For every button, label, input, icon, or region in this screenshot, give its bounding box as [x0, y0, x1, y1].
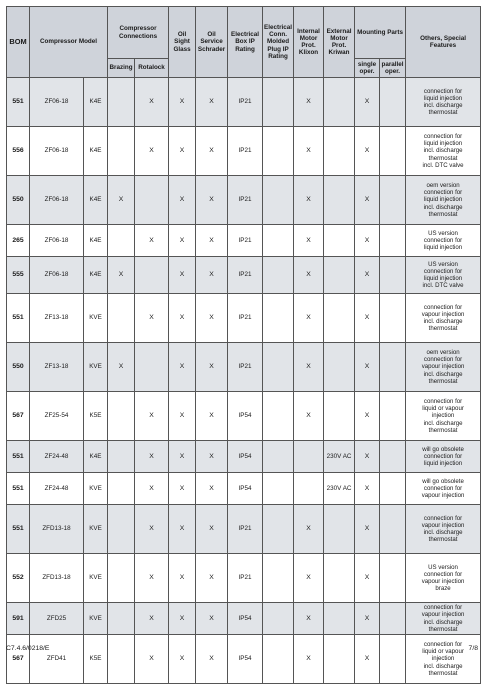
oil-schrader-cell: X	[196, 127, 228, 176]
feature-line: thermostat	[428, 669, 458, 677]
plug-ip-cell	[263, 635, 294, 684]
oil-sight-glass-cell: X	[169, 176, 196, 225]
rotalock-cell: X	[135, 392, 169, 441]
rotalock-cell: X	[135, 473, 169, 505]
electrical-box-ip-cell: IP21	[228, 78, 263, 127]
oil-sight-glass-cell: X	[169, 603, 196, 635]
feature-line: incl. discharge	[423, 529, 463, 536]
brazing-cell	[108, 603, 135, 635]
internal-prot-cell: X	[294, 603, 324, 635]
parallel-oper-cell	[380, 603, 406, 635]
model-cell: ZFD25	[30, 603, 84, 635]
header-compressor-connections: Compressor Connections	[108, 7, 169, 59]
rotalock-cell: X	[135, 225, 169, 257]
bom-cell: 567	[7, 392, 30, 441]
plug-ip-cell	[263, 392, 294, 441]
oil-sight-glass-cell: X	[169, 294, 196, 343]
bom-cell: 550	[7, 343, 30, 392]
oil-sight-glass-cell: X	[169, 554, 196, 603]
header-rotalock: Rotalock	[135, 59, 169, 78]
bom-cell: 591	[7, 603, 30, 635]
plug-ip-cell	[263, 554, 294, 603]
external-prot-cell	[324, 392, 355, 441]
model-code-cell: K5E	[84, 392, 108, 441]
model-code-cell: K4E	[84, 78, 108, 127]
oil-schrader-cell: X	[196, 78, 228, 127]
feature-line: incl. DTC valve	[422, 282, 464, 290]
feature-line: liquid injection	[423, 196, 463, 204]
external-prot-cell	[324, 554, 355, 603]
oil-sight-glass-cell: X	[169, 473, 196, 505]
feature-line: incl. discharge	[423, 370, 463, 378]
internal-prot-cell	[294, 441, 324, 473]
plug-ip-cell	[263, 603, 294, 635]
internal-prot-cell: X	[294, 257, 324, 294]
feature-line: thermostat	[428, 625, 458, 633]
oil-schrader-cell: X	[196, 176, 228, 225]
bom-cell: 551	[7, 505, 30, 554]
table-row	[7, 225, 481, 257]
table-row	[7, 176, 481, 225]
brazing-cell: X	[108, 343, 135, 392]
external-prot-cell	[324, 603, 355, 635]
electrical-box-ip-cell: IP54	[228, 441, 263, 473]
electrical-box-ip-cell: IP54	[228, 473, 263, 505]
parallel-oper-cell	[380, 78, 406, 127]
feature-line: thermostat	[428, 426, 458, 434]
bom-cell: 551	[7, 473, 30, 505]
model-cell: ZF06-18	[30, 127, 84, 176]
rotalock-cell	[135, 257, 169, 294]
external-prot-cell	[324, 635, 355, 684]
oil-schrader-cell: X	[196, 225, 228, 257]
table-row	[7, 257, 481, 294]
header-oil-sight-glass: Oil Sight Glass	[169, 7, 196, 78]
features-cell	[406, 176, 481, 225]
plug-ip-cell	[263, 78, 294, 127]
features-cell	[406, 603, 481, 635]
feature-line: incl. discharge	[423, 102, 463, 109]
feature-line: braze	[435, 585, 451, 593]
brazing-cell: X	[108, 176, 135, 225]
single-oper-cell: X	[355, 473, 380, 505]
external-prot-cell	[324, 176, 355, 225]
feature-line: thermostat	[428, 325, 458, 333]
plug-ip-cell	[263, 294, 294, 343]
brazing-cell	[108, 294, 135, 343]
feature-line: connection for	[423, 267, 463, 275]
brazing-cell	[108, 554, 135, 603]
bom-spec-table	[6, 6, 481, 684]
internal-prot-cell	[294, 473, 324, 505]
plug-ip-cell	[263, 257, 294, 294]
feature-line: US version	[428, 260, 458, 268]
model-code-cell: KVE	[84, 294, 108, 343]
brazing-cell: X	[108, 257, 135, 294]
table-row	[7, 294, 481, 343]
external-prot-cell: 230V AC	[324, 441, 355, 473]
internal-prot-cell: X	[294, 176, 324, 225]
bom-cell: 556	[7, 127, 30, 176]
internal-prot-cell: X	[294, 635, 324, 684]
feature-line: liquid injection	[423, 140, 463, 148]
internal-prot-cell: X	[294, 78, 324, 127]
parallel-oper-cell	[380, 294, 406, 343]
oil-sight-glass-cell: X	[169, 225, 196, 257]
external-prot-cell: 230V AC	[324, 473, 355, 505]
model-cell: ZF06-18	[30, 225, 84, 257]
brazing-cell	[108, 225, 135, 257]
rotalock-cell: X	[135, 78, 169, 127]
bom-cell: 567	[7, 635, 30, 684]
feature-line: liquid or vapour	[422, 405, 464, 413]
oil-sight-glass-cell: X	[169, 78, 196, 127]
electrical-box-ip-cell: IP21	[228, 176, 263, 225]
feature-line: connection for	[423, 640, 463, 648]
model-code-cell: K5E	[84, 635, 108, 684]
parallel-oper-cell	[380, 225, 406, 257]
plug-ip-cell	[263, 473, 294, 505]
model-code-cell: KVE	[84, 554, 108, 603]
feature-line: liquid injection	[423, 460, 463, 468]
feature-line: thermostat	[428, 154, 458, 162]
features-cell	[406, 294, 481, 343]
oil-sight-glass-cell: X	[169, 127, 196, 176]
external-prot-cell	[324, 294, 355, 343]
internal-prot-cell: X	[294, 225, 324, 257]
electrical-box-ip-cell: IP21	[228, 257, 263, 294]
feature-line: vapour injection	[421, 492, 465, 500]
oil-schrader-cell: X	[196, 257, 228, 294]
header-parallel-oper: parallel oper.	[380, 59, 406, 78]
model-cell: ZFD13-18	[30, 505, 84, 554]
model-cell: ZF13-18	[30, 343, 84, 392]
feature-line: oem version	[426, 348, 460, 356]
feature-line: vapour injection	[421, 611, 465, 619]
brazing-cell	[108, 127, 135, 176]
bom-cell: 555	[7, 257, 30, 294]
oil-schrader-cell: X	[196, 635, 228, 684]
feature-line: connection for	[423, 514, 463, 522]
bom-cell: 551	[7, 78, 30, 127]
model-cell: ZF06-18	[30, 176, 84, 225]
features-cell	[406, 225, 481, 257]
feature-line: vapour injection	[421, 578, 465, 585]
bom-cell: 551	[7, 294, 30, 343]
rotalock-cell: X	[135, 441, 169, 473]
bom-cell: 551	[7, 441, 30, 473]
bom-cell: 265	[7, 225, 30, 257]
page-number: 7/8	[468, 645, 478, 652]
bom-cell: 550	[7, 176, 30, 225]
feature-line: liquid injection	[423, 244, 463, 252]
brazing-cell	[108, 505, 135, 554]
feature-line: connection for	[423, 484, 463, 492]
oil-sight-glass-cell: X	[169, 505, 196, 554]
internal-prot-cell: X	[294, 294, 324, 343]
parallel-oper-cell	[380, 176, 406, 225]
single-oper-cell: X	[355, 78, 380, 127]
feature-line: incl. discharge	[423, 662, 463, 670]
single-oper-cell: X	[355, 635, 380, 684]
rotalock-cell: X	[135, 554, 169, 603]
electrical-box-ip-cell: IP54	[228, 392, 263, 441]
header-internal-motor-prot: Internal Motor Prot. Klixon	[294, 7, 324, 78]
table-row	[7, 78, 481, 127]
features-cell	[406, 554, 481, 603]
internal-prot-cell: X	[294, 554, 324, 603]
table-row	[7, 343, 481, 392]
model-code-cell: K4E	[84, 441, 108, 473]
header-electrical-conn-plug: Electrical Conn. Molded Plug IP Rating	[263, 7, 294, 78]
feature-line: thermostat	[428, 109, 458, 117]
features-cell	[406, 635, 481, 684]
table-row	[7, 554, 481, 603]
model-cell: ZF06-18	[30, 257, 84, 294]
plug-ip-cell	[263, 127, 294, 176]
plug-ip-cell	[263, 505, 294, 554]
single-oper-cell: X	[355, 392, 380, 441]
header-bom: BOM	[7, 7, 30, 78]
model-code-cell: KVE	[84, 603, 108, 635]
header-compressor-model: Compressor Model	[30, 7, 108, 78]
external-prot-cell	[324, 225, 355, 257]
brazing-cell	[108, 635, 135, 684]
internal-prot-cell: X	[294, 392, 324, 441]
rotalock-cell: X	[135, 294, 169, 343]
model-cell: ZF25-54	[30, 392, 84, 441]
feature-line: connection for	[423, 236, 463, 244]
single-oper-cell: X	[355, 343, 380, 392]
feature-line: incl. discharge	[423, 147, 463, 155]
oil-sight-glass-cell: X	[169, 392, 196, 441]
feature-line: thermostat	[428, 377, 458, 385]
external-prot-cell	[324, 127, 355, 176]
feature-line: connection for	[423, 189, 463, 197]
feature-line: connection for	[423, 303, 463, 311]
features-cell	[406, 473, 481, 505]
parallel-oper-cell	[380, 635, 406, 684]
rotalock-cell: X	[135, 505, 169, 554]
header-single-oper: single oper.	[355, 59, 380, 78]
table-header	[7, 7, 481, 78]
feature-line: will go obsolete	[422, 445, 464, 453]
table-row	[7, 635, 481, 684]
rotalock-cell	[135, 176, 169, 225]
feature-line: injection	[431, 412, 455, 420]
single-oper-cell: X	[355, 603, 380, 635]
features-cell	[406, 441, 481, 473]
external-prot-cell	[324, 343, 355, 392]
feature-line: connection for	[423, 604, 463, 612]
feature-line: US version	[428, 229, 458, 237]
oil-schrader-cell: X	[196, 392, 228, 441]
feature-line: vapour injection	[421, 310, 465, 318]
single-oper-cell: X	[355, 176, 380, 225]
model-cell: ZF24-48	[30, 441, 84, 473]
model-code-cell: K4E	[84, 127, 108, 176]
model-cell: ZF24-48	[30, 473, 84, 505]
feature-line: connection for	[423, 570, 463, 578]
oil-sight-glass-cell: X	[169, 257, 196, 294]
feature-line: injection	[431, 655, 455, 663]
feature-line: connection for	[423, 87, 463, 95]
features-cell	[406, 505, 481, 554]
feature-line: thermostat	[428, 210, 458, 218]
table-row	[7, 603, 481, 635]
model-cell: ZFD41	[30, 635, 84, 684]
feature-line: vapour injection	[421, 363, 465, 371]
features-cell	[406, 257, 481, 294]
feature-line: liquid or vapour	[422, 648, 464, 656]
external-prot-cell	[324, 257, 355, 294]
brazing-cell	[108, 441, 135, 473]
parallel-oper-cell	[380, 554, 406, 603]
single-oper-cell: X	[355, 505, 380, 554]
parallel-oper-cell	[380, 441, 406, 473]
plug-ip-cell	[263, 176, 294, 225]
features-cell	[406, 392, 481, 441]
table-row	[7, 473, 481, 505]
model-code-cell: K4E	[84, 176, 108, 225]
oil-schrader-cell: X	[196, 505, 228, 554]
electrical-box-ip-cell: IP21	[228, 225, 263, 257]
rotalock-cell: X	[135, 603, 169, 635]
internal-prot-cell: X	[294, 505, 324, 554]
feature-line: connection for	[423, 132, 463, 140]
features-cell	[406, 78, 481, 127]
oil-schrader-cell: X	[196, 441, 228, 473]
external-prot-cell	[324, 505, 355, 554]
table-row	[7, 127, 481, 176]
internal-prot-cell: X	[294, 127, 324, 176]
oil-schrader-cell: X	[196, 554, 228, 603]
single-oper-cell: X	[355, 257, 380, 294]
header-electrical-box-ip: Electrical Box IP Rating	[228, 7, 263, 78]
oil-sight-glass-cell: X	[169, 343, 196, 392]
parallel-oper-cell	[380, 505, 406, 554]
rotalock-cell: X	[135, 127, 169, 176]
electrical-box-ip-cell: IP21	[228, 554, 263, 603]
table-row	[7, 505, 481, 554]
plug-ip-cell	[263, 225, 294, 257]
header-brazing: Brazing	[108, 59, 135, 78]
model-code-cell: K4E	[84, 225, 108, 257]
oil-schrader-cell: X	[196, 603, 228, 635]
header-oil-service-schrader: Oil Service Schrader	[196, 7, 228, 78]
electrical-box-ip-cell: IP21	[228, 343, 263, 392]
table-row	[7, 392, 481, 441]
parallel-oper-cell	[380, 127, 406, 176]
feature-line: incl. discharge	[423, 419, 463, 427]
oil-schrader-cell: X	[196, 473, 228, 505]
parallel-oper-cell	[380, 392, 406, 441]
feature-line: incl. discharge	[423, 318, 463, 325]
single-oper-cell: X	[355, 441, 380, 473]
electrical-box-ip-cell: IP21	[228, 505, 263, 554]
plug-ip-cell	[263, 441, 294, 473]
oil-schrader-cell: X	[196, 294, 228, 343]
single-oper-cell: X	[355, 225, 380, 257]
parallel-oper-cell	[380, 343, 406, 392]
oil-sight-glass-cell: X	[169, 635, 196, 684]
feature-line: connection for	[423, 452, 463, 460]
brazing-cell	[108, 473, 135, 505]
electrical-box-ip-cell: IP21	[228, 294, 263, 343]
table-row	[7, 441, 481, 473]
plug-ip-cell	[263, 343, 294, 392]
model-code-cell: K4E	[84, 257, 108, 294]
feature-line: liquid injection	[423, 275, 463, 282]
features-cell	[406, 343, 481, 392]
feature-line: connection for	[423, 356, 463, 364]
model-cell: ZFD13-18	[30, 554, 84, 603]
features-cell	[406, 127, 481, 176]
feature-line: connection for	[423, 397, 463, 405]
feature-line: incl. DTC valve	[422, 161, 464, 169]
model-code-cell: KVE	[84, 505, 108, 554]
feature-line: thermostat	[428, 536, 458, 544]
model-cell: ZF13-18	[30, 294, 84, 343]
single-oper-cell: X	[355, 554, 380, 603]
feature-line: will go obsolete	[422, 477, 464, 485]
feature-line: US version	[428, 563, 458, 571]
model-code-cell: KVE	[84, 473, 108, 505]
electrical-box-ip-cell: IP54	[228, 603, 263, 635]
model-cell: ZF06-18	[30, 78, 84, 127]
model-code-cell: KVE	[84, 343, 108, 392]
electrical-box-ip-cell: IP54	[228, 635, 263, 684]
internal-prot-cell: X	[294, 343, 324, 392]
parallel-oper-cell	[380, 257, 406, 294]
header-external-motor-prot: External Motor Prot. Kriwan	[324, 7, 355, 78]
brazing-cell	[108, 392, 135, 441]
bom-cell: 552	[7, 554, 30, 603]
oil-sight-glass-cell: X	[169, 441, 196, 473]
electrical-box-ip-cell: IP21	[228, 127, 263, 176]
rotalock-cell: X	[135, 635, 169, 684]
single-oper-cell: X	[355, 127, 380, 176]
feature-line: incl. discharge	[423, 203, 463, 211]
header-other-features: Others, Special Features	[406, 7, 481, 78]
feature-line: liquid injection	[423, 94, 463, 102]
feature-line: incl. discharge	[423, 618, 463, 626]
table-body	[7, 78, 481, 684]
single-oper-cell: X	[355, 294, 380, 343]
brazing-cell	[108, 78, 135, 127]
feature-line: vapour injection	[421, 521, 465, 529]
parallel-oper-cell	[380, 473, 406, 505]
feature-line: oem version	[426, 181, 460, 189]
rotalock-cell	[135, 343, 169, 392]
external-prot-cell	[324, 78, 355, 127]
oil-schrader-cell: X	[196, 343, 228, 392]
document-code: C7.4.6/0218/E	[6, 645, 50, 652]
header-mounting-parts: Mounting Parts	[355, 7, 406, 59]
